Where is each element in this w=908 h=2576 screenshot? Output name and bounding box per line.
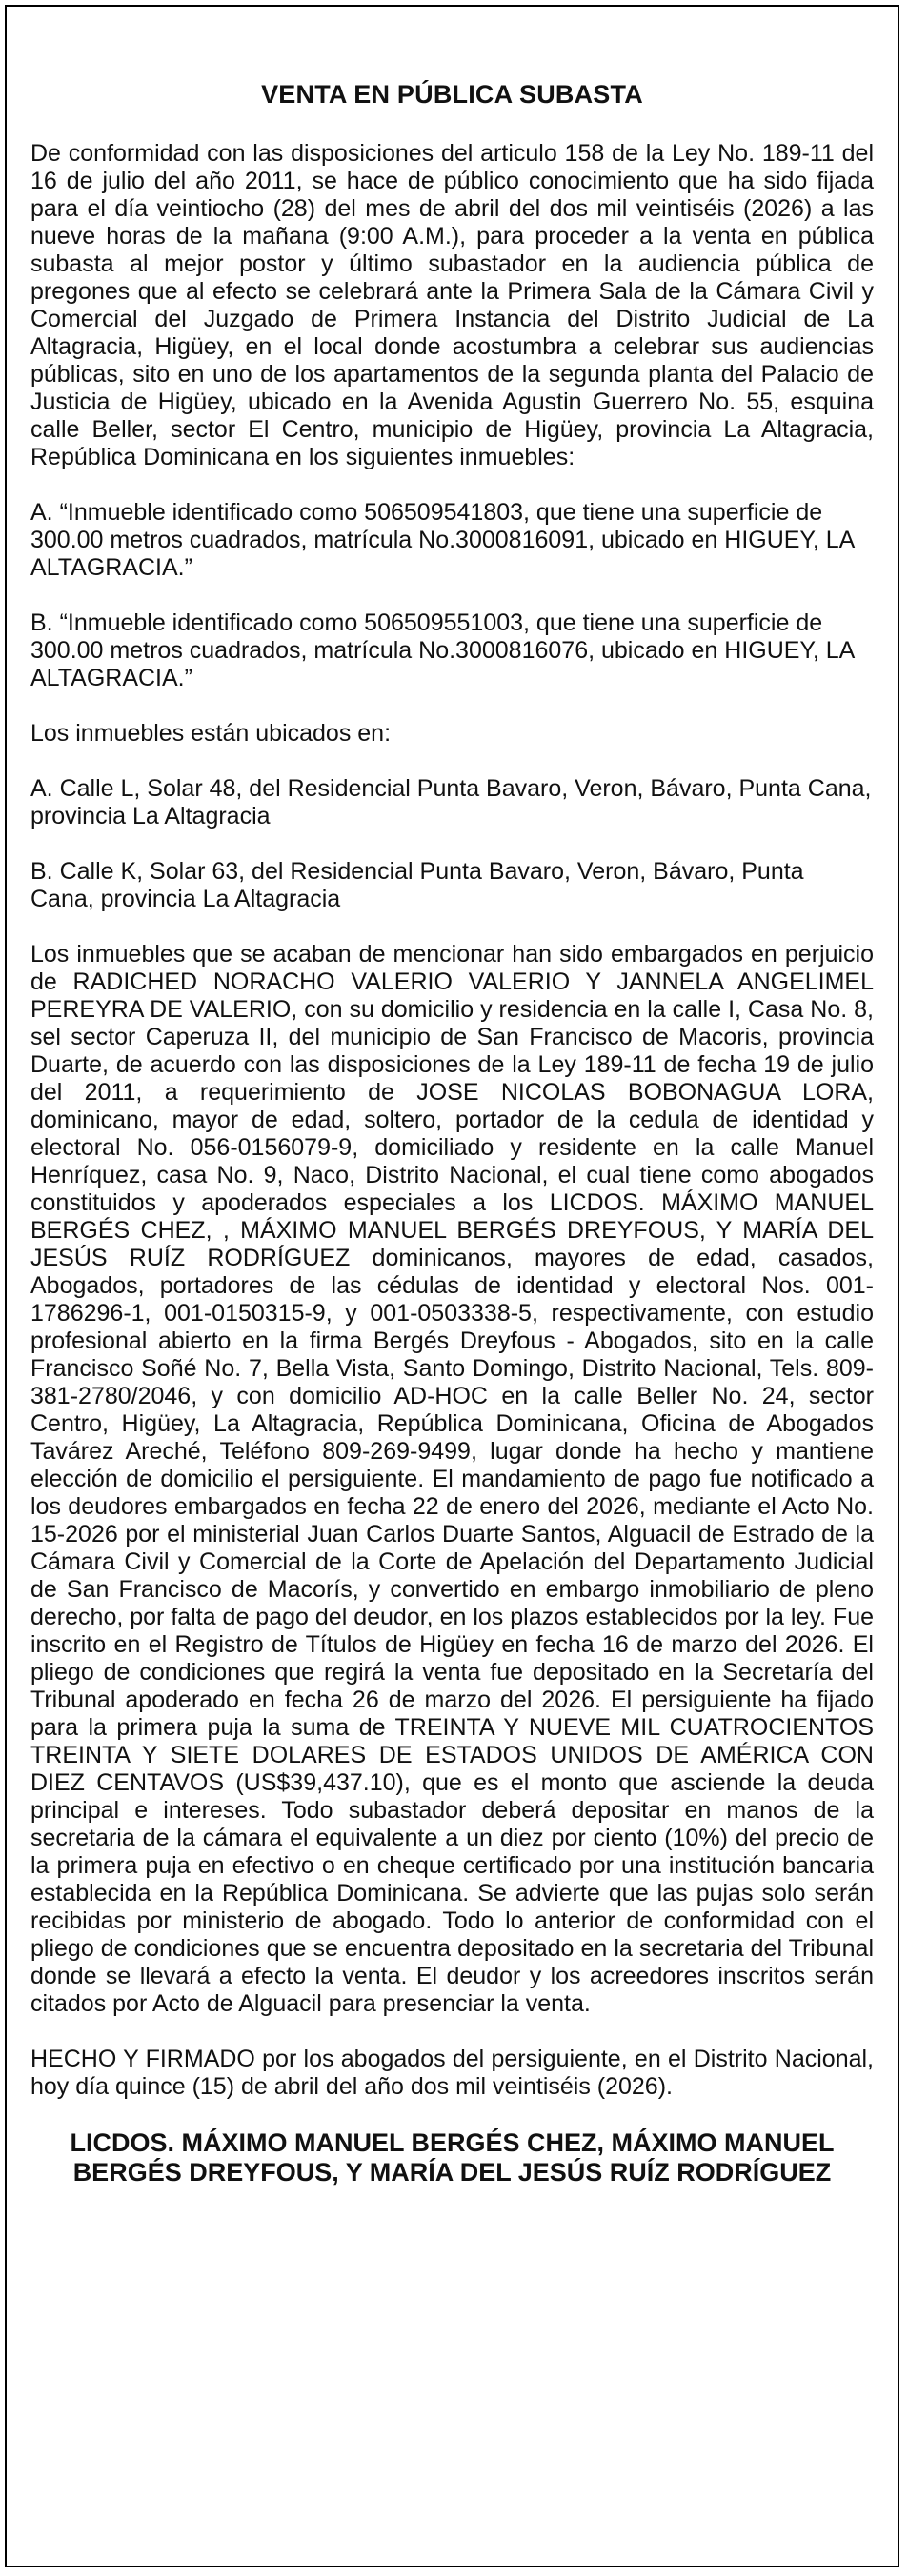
paragraph-signed: HECHO Y FIRMADO por los abogados del persiguiente, en el Distrito Nacional, hoy día quince (15) de abril del año dos mil veintiséis (2026). [30, 2046, 874, 2100]
paragraph-location-a: A. Calle L, Solar 48, del Residencial Punta Bavaro, Veron, Bávaro, Punta Cana, provincia La Altagracia [30, 775, 872, 829]
notice-content [30, 81, 874, 2187]
signature-block: LICDOS. MÁXIMO MANUEL BERGÉS CHEZ, MÁXIMO MANUEL BERGÉS DREYFOUS, Y MARÍA DEL JESÚS RUÍZ RODRÍGUEZ [70, 2128, 835, 2187]
paragraph-embargo-details: Los inmuebles que se acaban de mencionar han sido embargados en perjuicio de RADICHED NORACHO VALERIO VALERIO Y JANNELA ANGELIMEL PEREYRA DE VALERIO, con su domicilio y residencia en la calle I, Casa No. 8, sel sector Caperuza II, del municipio de San Francisco de Macoris, provincia Duarte, de acuerdo con las disposiciones de la Ley 189-11 de fecha 19 de julio del 2011, a requerimiento de JOSE NICOLAS BOBONAGUA LORA, dominicano, mayor de edad, soltero, portador de la cedula de identidad y electoral No. 056-0156079-9, domiciliado y residente en la calle Manuel Henríquez, casa No. 9, Naco, Distrito Nacional, el cual tiene como abogados constituidos y apoderados especiales a los LICDOS. MÁXIMO MANUEL BERGÉS CHEZ, , MÁXIMO MANUEL BERGÉS DREYFOUS, Y MARÍA DEL JESÚS RUÍZ RODRÍGUEZ dominicanos, mayores de edad, casados, Abogados, portadores de las cédulas de identidad y electoral Nos. 001-1786296-1, 001-0150315-9, y 001-0503338-5, respectivamente, con estudio profesional abierto en la firma Bergés Dreyfous - Abogados, sito en la calle Francisco Soñé No. 7, Bella Vista, Santo Domingo, Distrito Nacional, Tels. 809-381-2780/2046, y con domicilio AD-HOC en la calle Beller No. 24, sector Centro, Higüey, La Altagracia, República Dominicana, Oficina de Abogados Tavárez Areché, Teléfono 809-269-9499, lugar donde ha hecho y mantiene elección de domicilio el persiguiente. El mandamiento de pago fue notificado a los deudores embargados en fecha 22 de enero del 2026, mediante el Acto No. 15-2026 por el ministerial Juan Carlos Duarte Santos, Alguacil de Estrado de la Cámara Civil y Comercial de la Corte de Apelación del Departamento Judicial de San Francisco de Macorís, y convertido en embargo inmobiliario de pleno derecho, por falta de pago del deudor, en los plazos establecidos por la ley. Fue inscrito en el Registro de Títulos de Higüey en fecha 16 de marzo del 2026. El pliego de condiciones que regirá la venta fue depositado en la Secretaría del Tribunal apoderado en fecha 26 de marzo del 2026. El persiguiente ha fijado para la primera puja la suma de TREINTA Y NUEVE MIL CUATROCIENTOS TREINTA Y SIETE DOLARES DE ESTADOS UNIDOS DE AMÉRICA CON DIEZ CENTAVOS (US$39,437.10), que es el monto que asciende la deuda principal e intereses. Todo subastador deberá depositar en manos de la secretaria de la cámara el equivalente a un diez por ciento (10%) del precio de la primera puja en efectivo o en cheque certificado por una institución bancaria establecida en la República Dominicana. Se advierte que las pujas solo serán recibidas por ministerio de abogado. Todo lo anterior de conformidad con el pliego de condiciones que se encuentra depositado en la secretaria del Tribunal donde se llevará a efecto la venta. El deudor y los acreedores inscritos serán citados por Acto de Alguacil para presenciar la venta. [30, 941, 874, 2017]
paragraph-location-heading: Los inmuebles están ubicados en: [30, 720, 392, 747]
notice-title: VENTA EN PÚBLICA SUBASTA [261, 80, 643, 109]
notice-frame [5, 5, 899, 2567]
paragraph-location-b: B. Calle K, Solar 63, del Residencial Punta Bavaro, Veron, Bávaro, Punta Cana, provincia La Altagracia [30, 858, 804, 912]
paragraph-intro: De conformidad con las disposiciones del articulo 158 de la Ley No. 189-11 del 16 de julio del año 2011, se hace de público conocimiento que ha sido fijada para el día veintiocho (28) del mes de abril del dos mil veintiséis (2026) a las nueve horas de la mañana (9:00 A.M.), para proceder a la venta en pública subasta al mejor postor y último subastador en la audiencia pública de pregones que al efecto se celebrará ante la Primera Sala de la Cámara Civil y Comercial del Juzgado de Primera Instancia del Distrito Judicial de La Altagracia, Higüey, en el local donde acostumbra a celebrar sus audiencias públicas, sito en uno de los apartamentos de la segunda planta del Palacio de Justicia de Higüey, ubicado en la Avenida Agustin Guerrero No. 55, esquina calle Beller, sector El Centro, municipio de Higüey, provincia La Altagracia, República Dominicana en los siguientes inmuebles: [30, 140, 874, 470]
paragraph-property-a: A. “Inmueble identificado como 506509541803, que tiene una superficie de 300.00 metros cuadrados, matrícula No.3000816091, ubicado en HIGUEY, LA ALTAGRACIA.” [30, 499, 854, 581]
paragraph-property-b: B. “Inmueble identificado como 506509551003, que tiene una superficie de 300.00 metros cuadrados, matrícula No.3000816076, ubicado en HIGUEY, LA ALTAGRACIA.” [30, 609, 854, 691]
